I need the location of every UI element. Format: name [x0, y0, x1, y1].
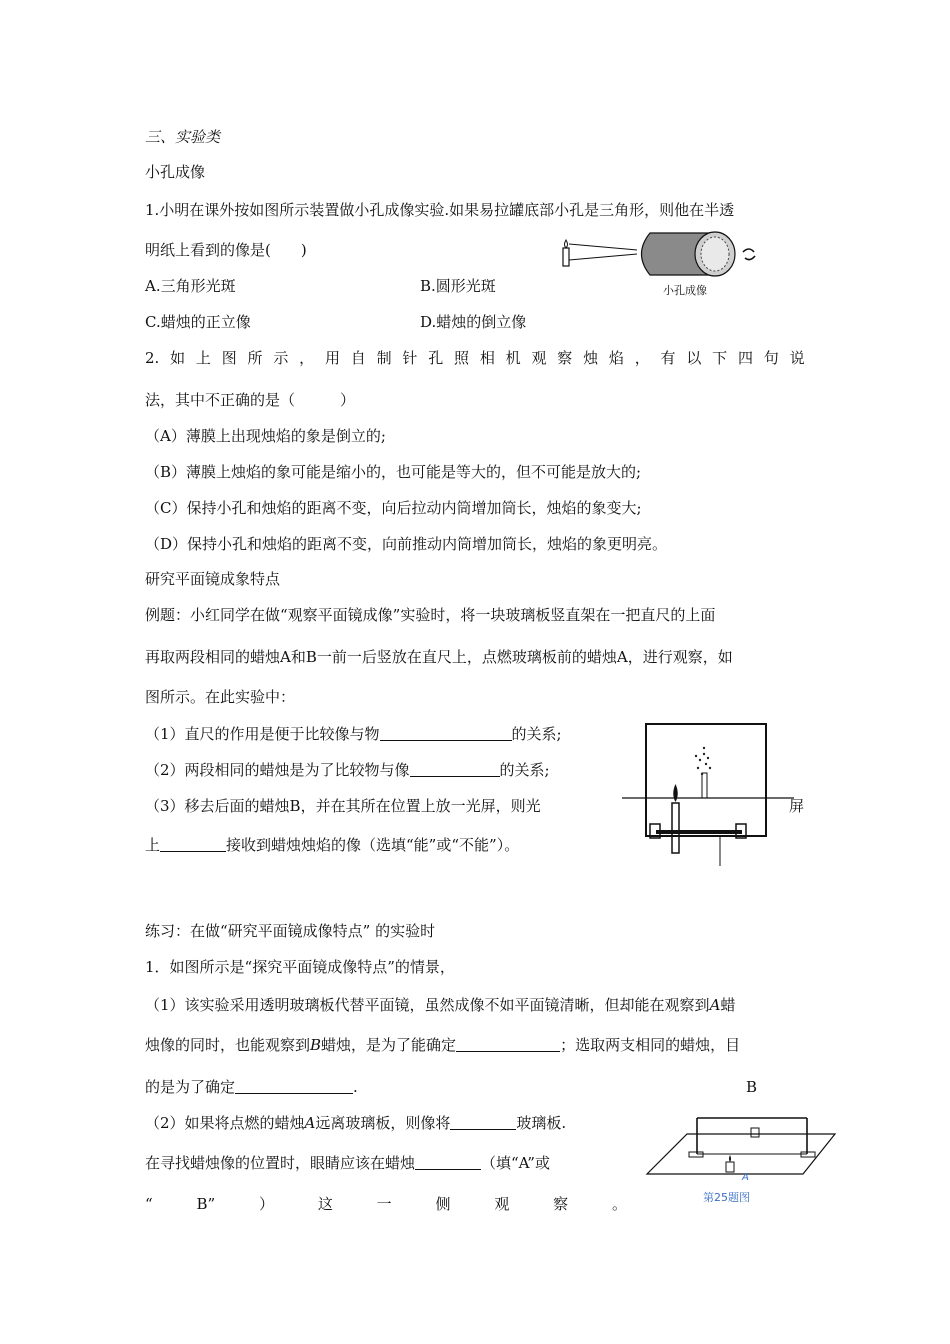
practice-part2-line3-char: “: [145, 1195, 153, 1213]
q2-line1-char: 所: [247, 349, 263, 367]
q2-line1-char: 如: [170, 349, 186, 367]
practice-part2-line1-mid: 远离玻璃板，则像将: [315, 1114, 451, 1132]
q2-line2: 法，其中不正确的是（ ）: [145, 391, 356, 409]
q2-line1-char: ，: [634, 349, 650, 367]
practice-q1: 1．如图所示是“探究平面镜成像特点”的情景，: [145, 958, 455, 976]
flame-shape: [565, 240, 568, 248]
q2-line1-char: 制: [376, 349, 392, 367]
topic-heading-plane-mirror: 研究平面镜成象特点: [145, 570, 281, 588]
practice-part1-line2: [145, 1035, 740, 1055]
q1-option-a: A.三角形光斑: [145, 277, 236, 295]
q2-line1-char: 孔: [428, 349, 444, 367]
practice-part2-line2: [145, 1153, 550, 1173]
practice-title: 练习：在做“研究平面镜成像特点” 的实验时: [145, 922, 436, 940]
candle-a-flame: [673, 784, 678, 802]
answer-blank-3[interactable]: [160, 836, 226, 852]
section-title: 三、实验类: [145, 128, 221, 146]
practice-figure-caption: 第25题图: [703, 1191, 750, 1204]
practice-part1-line2-b: B: [310, 1036, 322, 1054]
q2-line1-char: 相: [479, 349, 495, 367]
example-part3-end: 屏: [789, 797, 805, 815]
q2-line1-char: ，: [299, 349, 315, 367]
q2-line1-char: 焰: [608, 349, 624, 367]
candle-b: [702, 773, 707, 798]
plane-mirror-example-figure: [620, 718, 795, 868]
q2-line1-char: 自: [350, 349, 366, 367]
practice-part1-line1-end: 蜡: [720, 996, 736, 1014]
example-line3: 图所示。在此实验中：: [145, 688, 296, 706]
practice-part1-line1-a: A: [709, 996, 721, 1014]
practice-part1-line2-text: 烛像的同时，也能观察到: [145, 1036, 311, 1054]
practice-part2-line2-end: （填“A”或: [481, 1154, 550, 1172]
example-part1: [145, 724, 562, 744]
example-part4-start: 上: [145, 836, 161, 854]
answer-blank-1[interactable]: [380, 725, 512, 741]
plane-mirror-example-illustration: [620, 718, 795, 868]
q2-option-c: （C）保持小孔和烛焰的距离不变，向后拉动内筒增加筒长，烛焰的象变大;: [145, 499, 642, 517]
practice-part2-line3-char: 这: [317, 1195, 333, 1213]
q2-line1-char: 说: [789, 349, 805, 367]
practice-part2-line3-char: B”: [196, 1195, 216, 1213]
practice-part2-line2-text: 在寻找蜡烛像的位置时，眼睛应该在蜡烛: [145, 1154, 416, 1172]
pinhole-figure-caption: 小孔成像: [663, 284, 707, 297]
practice-mirror-figure: [645, 1110, 845, 1210]
light-ray-top: [569, 244, 637, 250]
q2-line1-char: 以: [686, 349, 702, 367]
q2-line1-char: 2.: [145, 349, 160, 367]
practice-part2-line3-char: 。: [611, 1195, 627, 1213]
practice-part2-line3-char: ）: [259, 1195, 275, 1213]
example-line2: 再取两段相同的蜡烛A和B一前一后竖放在直尺上，点燃玻璃板前的蜡烛A，进行观察，如: [145, 648, 733, 666]
practice-part2-line1: [145, 1113, 566, 1133]
q1-line2: 明纸上看到的像是( ): [145, 241, 307, 259]
q1-option-c: C.蜡烛的正立像: [145, 313, 251, 331]
q2-line1-char: 照: [454, 349, 470, 367]
practice-part2-line3-char: 察: [553, 1195, 569, 1213]
q2-line1-char: 上: [195, 349, 211, 367]
q2-line1-char: 四: [737, 349, 753, 367]
practice-part2-line3-char: 一: [376, 1195, 392, 1213]
practice-part2-line1-a: A: [304, 1114, 316, 1132]
example-part3: （3）移去后面的蜡烛B，并在其所在位置上放一光屏，则光: [145, 797, 541, 815]
q2-line1-char: 图: [221, 349, 237, 367]
example-part2-text: （2）两段相同的蜡烛是为了比较物与像: [145, 761, 410, 779]
candle-b-small: [751, 1128, 759, 1137]
q2-option-a: （A）薄膜上出现烛焰的象是倒立的;: [145, 427, 386, 445]
q2-line1-char: 有: [660, 349, 676, 367]
practice-part1-line3-text: 的是为了确定: [145, 1078, 236, 1096]
practice-part2-line3-char: 观: [494, 1195, 510, 1213]
q2-line1-char: 用: [324, 349, 340, 367]
answer-blank-5[interactable]: [235, 1078, 353, 1094]
answer-blank-4[interactable]: [456, 1036, 560, 1052]
practice-part1-line1-text: （1）该实验采用透明玻璃板代替平面镜，虽然成像不如平面镜清晰，但却能在观察到: [145, 996, 710, 1014]
practice-figure-label-a: A: [742, 1172, 749, 1183]
q2-line1: [145, 348, 805, 368]
eye-symbol: [743, 249, 755, 260]
candle-shape: [563, 248, 569, 266]
example-part4-text: 接收到蜡烛烛焰的像（选填“能”或“不能”）。: [226, 836, 520, 854]
q2-line1-char: 针: [402, 349, 418, 367]
q2-line1-char: 察: [557, 349, 573, 367]
figure-label-b: B: [746, 1078, 758, 1096]
image-flame-dots: [695, 747, 711, 775]
practice-part2-line1-text: （2）如果将点燃的蜡烛: [145, 1114, 305, 1132]
practice-part2-line3: [145, 1194, 627, 1214]
light-ray-bottom: [569, 254, 637, 260]
candle-a-small: [726, 1162, 734, 1172]
glass-plate-frame: [646, 724, 766, 836]
practice-part1-line2-end: ；选取两支相同的蜡烛，目: [560, 1036, 741, 1054]
example-part1-end: 的关系;: [511, 725, 562, 743]
practice-part2-line3-char: 侧: [435, 1195, 451, 1213]
q1-option-d: D.蜡烛的倒立像: [420, 313, 527, 331]
q2-option-b: （B）薄膜上烛焰的象可能是缩小的，也可能是等大的，但不可能是放大的;: [145, 463, 642, 481]
example-part4: [145, 835, 519, 855]
q1-option-b: B.圆形光斑: [420, 277, 496, 295]
q2-line1-char: 示: [273, 349, 289, 367]
practice-part1-line3: [145, 1077, 358, 1097]
answer-blank-2[interactable]: [410, 761, 500, 777]
example-part2: [145, 760, 550, 780]
paper-inner: [701, 237, 729, 271]
example-part1-text: （1）直尺的作用是便于比较像与物: [145, 725, 380, 743]
pinhole-camera-figure: [555, 228, 770, 300]
practice-part1-line2-mid: 蜡烛，是为了能确定: [321, 1036, 457, 1054]
example-line1: 例题：小红同学在做“观察平面镜成像”实验时，将一块玻璃板竖直架在一把直尺的上面: [145, 606, 716, 624]
candle-a-small-flame: [729, 1155, 731, 1162]
practice-part2-line1-end: 玻璃板.: [516, 1114, 567, 1132]
q2-line1-char: 句: [763, 349, 779, 367]
q1-line1: 1.小明在课外按如图所示装置做小孔成像实验.如果易拉罐底部小孔是三角形，则他在半透: [145, 201, 735, 219]
example-part2-end: 的关系;: [499, 761, 550, 779]
q2-line1-char: 机: [505, 349, 521, 367]
answer-blank-6[interactable]: [450, 1114, 516, 1130]
topic-heading-pinhole: 小孔成像: [145, 163, 206, 181]
candle-a: [672, 803, 679, 853]
q2-line1-char: 烛: [583, 349, 599, 367]
practice-part1-line1: [145, 995, 735, 1015]
q2-line1-char: 观: [531, 349, 547, 367]
q2-line1-char: 下: [712, 349, 728, 367]
answer-blank-7[interactable]: [415, 1154, 481, 1170]
q2-option-d: （D）保持小孔和烛焰的距离不变，向前推动内筒增加筒长，烛焰的象更明亮。: [145, 535, 668, 553]
practice-part1-line3-end: .: [353, 1078, 358, 1096]
